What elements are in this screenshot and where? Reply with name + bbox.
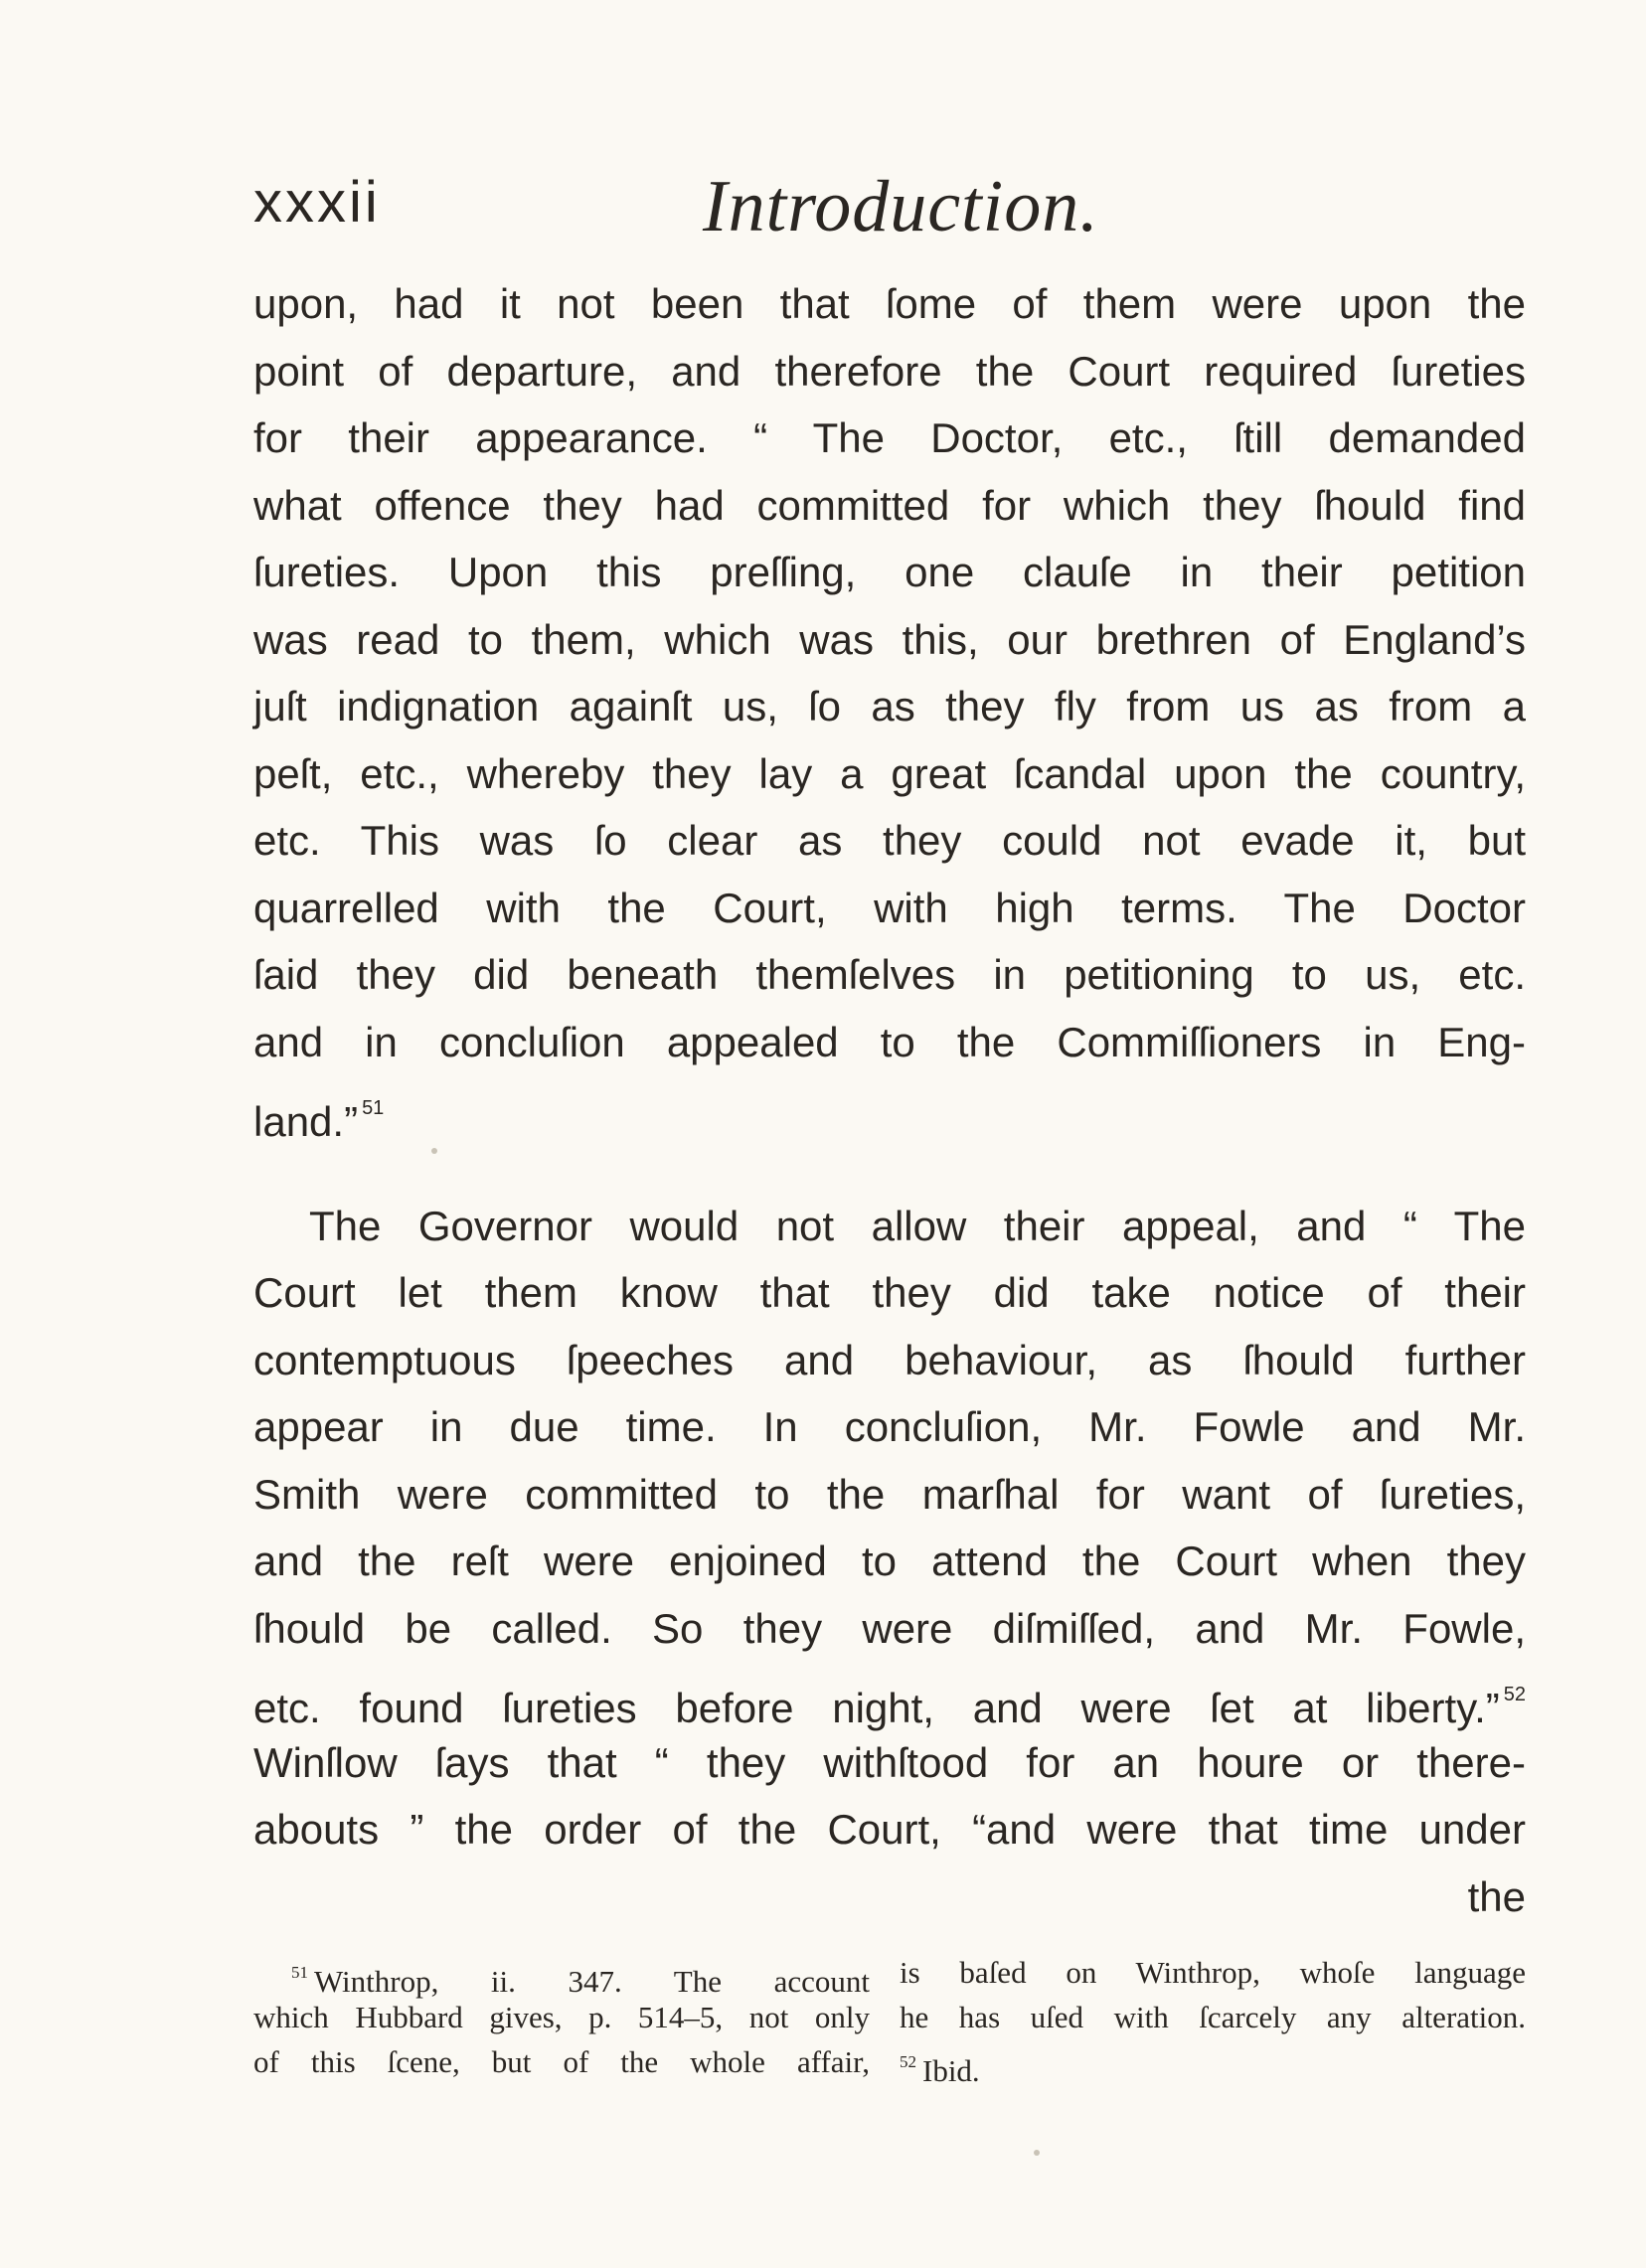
page-number: xxxii [253, 170, 381, 235]
text-line: upon, had it not been that ſome of them were upon the [253, 280, 1526, 327]
footnote-reference: 51 [362, 1097, 385, 1119]
running-head [253, 149, 1426, 248]
text-line: Winſlow ſays that “ they withſtood for an houre or there- [253, 1738, 1526, 1786]
text-line: Court let them know that they did take notice of their [253, 1269, 1526, 1316]
text-line [253, 1075, 1526, 1143]
footnote-line: he has uſed with ſcarcely any alteration. [900, 2000, 1526, 2034]
text-line: quarrelled with the Court, with high terms. The Doctor [253, 884, 1526, 931]
text-line: what offence they had committed for which they ſhould find [253, 481, 1526, 529]
text-line: point of departure, and therefore the Court required ſureties [253, 347, 1526, 395]
catchword: the [1467, 1872, 1526, 1920]
text-line [253, 1662, 1526, 1729]
text-line: was read to them, which was this, our brethren of England’s [253, 615, 1526, 663]
footnote-line [900, 2039, 1526, 2088]
paragraph-spacer [253, 1143, 1526, 1193]
text-line: ſhould be called. So they were diſmiſſed, and Mr. Fowle, [253, 1604, 1526, 1652]
text-line: ſaid they did beneath themſelves in petitioning to us, etc. [253, 951, 1526, 998]
text-line: and in concluſion appealed to the Commiſſioners in Eng- [253, 1018, 1526, 1065]
text-fragment: etc. found ſureties before night, and were ſet at liberty.” [253, 1685, 1500, 1731]
footnote-text: Ibid. [922, 2053, 980, 2088]
text-line: for their appearance. “ The Doctor, etc., ſtill demanded [253, 414, 1526, 461]
text-line: contemptuous ſpeeches and behaviour, as ſhould further [253, 1336, 1526, 1383]
footnote-text: Winthrop, ii. 347. The account [314, 1964, 870, 1999]
text-line: abouts ” the order of the Court, “and were that time under [253, 1806, 1526, 1853]
paper-speck [1034, 2150, 1040, 2156]
paper-speck [431, 1148, 437, 1154]
text-line: peſt, etc., whereby they lay a great ſcandal upon the country, [253, 749, 1526, 797]
footnote-marker: 51 [291, 1963, 308, 1982]
body-text [253, 270, 1526, 1930]
running-title: Introduction. [703, 166, 1099, 247]
paragraph-2 [253, 1193, 1526, 1931]
text-line: juſt indignation againſt us, ſo as they fly from us as from a [253, 683, 1526, 729]
footnote-column-left [253, 1950, 870, 2084]
footnote-line [253, 1950, 870, 1999]
text-line: The Governor would not allow their appeal, and “ The [309, 1202, 1526, 1249]
footnote-marker: 52 [900, 2052, 916, 2071]
paragraph-1 [253, 270, 1526, 1143]
footnote-reference: 52 [1503, 1684, 1526, 1705]
text-line: and the reſt were enjoined to attend the Court when they [253, 1538, 1526, 1584]
text-fragment: land.” [253, 1098, 359, 1145]
text-line: etc. This was ſo clear as they could not evade it, but [253, 817, 1526, 864]
footnote-line: is baſed on Winthrop, whoſe language [900, 1955, 1526, 1990]
text-line: ſureties. Upon this preſſing, one clauſe in their petition [253, 549, 1526, 595]
footnote-line: which Hubbard gives, p. 514–5, not only [253, 2000, 870, 2034]
text-line: appear in due time. In concluſion, Mr. Fowle and Mr. [253, 1403, 1526, 1450]
footnote-line: of this ſcene, but of the whole affair, [253, 2044, 870, 2079]
text-line: Smith were committed to the marſhal for want of ſureties, [253, 1470, 1526, 1518]
footnote-column-right [900, 1950, 1526, 2088]
